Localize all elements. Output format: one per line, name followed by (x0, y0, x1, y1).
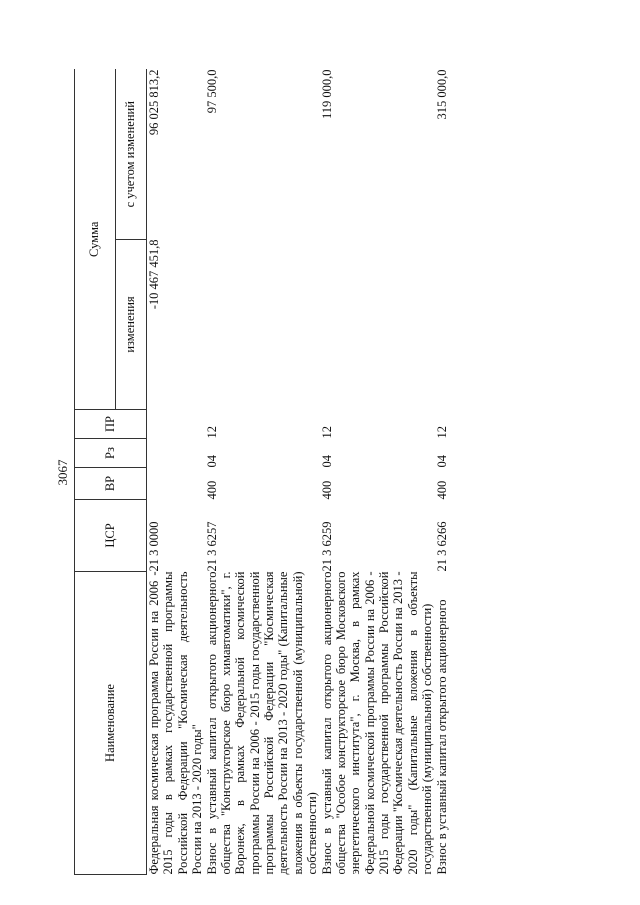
row-change: -10 467 451,8 (147, 239, 161, 310)
row-with-change: 119 000,0 (319, 69, 334, 120)
header-with-change: с учетом изменений (116, 70, 147, 240)
row-with-change: 315 000,0 (434, 69, 449, 120)
table-header-row (75, 70, 116, 875)
row-rz: 04 (434, 455, 449, 468)
header-name: Наименование (75, 572, 147, 875)
row-rz: 04 (319, 455, 334, 468)
row-name: Взнос в уставный капитал открытого акционерного (434, 599, 449, 875)
row-pr: 12 (434, 426, 449, 439)
row-vr (147, 468, 205, 500)
row-with-change: 96 025 813,2 (147, 69, 161, 136)
header-sum: Сумма (75, 70, 116, 410)
row-change (435, 240, 449, 410)
row-csr: 21 3 6259 (319, 521, 334, 572)
row-vr: 400 (434, 480, 449, 500)
header-csr: ЦСР (75, 500, 147, 572)
header-vr: ВР (75, 468, 147, 500)
row-rz (147, 439, 205, 468)
row-name: Взнос в уставный капитал открытого акционерного общества "Конструкторское бюро химавтоматики", г. Воронеж, в рамках Федеральной космической программы России на 2006 - 2015 годы государственной программы Российской Федерации "Космическая деятельность России на 2013 - 2020 годы" (Капитальные вложения в объекты государственной (муниципальной) собственности) (204, 571, 320, 875)
row-pr: 12 (319, 426, 334, 439)
row-name: Федеральная космическая программа России на 2006 - 2015 годы в рамках государственной программы Российской Федерации "Космическая деятельность России на 2013 - 2020 годы" (147, 571, 205, 875)
row-change (205, 240, 320, 410)
row-vr: 400 (319, 480, 334, 500)
table-row (320, 70, 435, 875)
row-vr: 400 (204, 480, 219, 500)
row-csr: 21 3 6257 (204, 521, 219, 572)
row-change (320, 240, 435, 410)
table-row (205, 70, 320, 875)
header-pr: ПР (75, 410, 147, 439)
row-rz: 04 (204, 455, 219, 468)
page-number: 3067 (55, 459, 70, 486)
header-change: изменения (116, 240, 147, 410)
budget-table (74, 70, 449, 876)
table-row (435, 70, 449, 875)
row-with-change: 97 500,0 (204, 69, 219, 114)
row-csr: 21 3 6266 (434, 521, 449, 572)
row-name: Взнос в уставный капитал открытого акционерного общества "Особое конструкторское бюро Московского энергетического института", г. Москва, в рамках Федеральной космической программы России на 2006 - 2015 годы государственной программы Российской Федерации "Космическая деятельность России на 2013 - 2020 годы" (Капитальные вложения в объекты государственной (муниципальной) собственности) (319, 571, 435, 875)
header-rz: Рз (75, 439, 147, 468)
rotated-page-content (52, 70, 612, 875)
row-pr (147, 410, 205, 439)
table-row (147, 70, 205, 875)
row-csr: 21 3 0000 (147, 521, 161, 572)
row-pr: 12 (204, 426, 219, 439)
